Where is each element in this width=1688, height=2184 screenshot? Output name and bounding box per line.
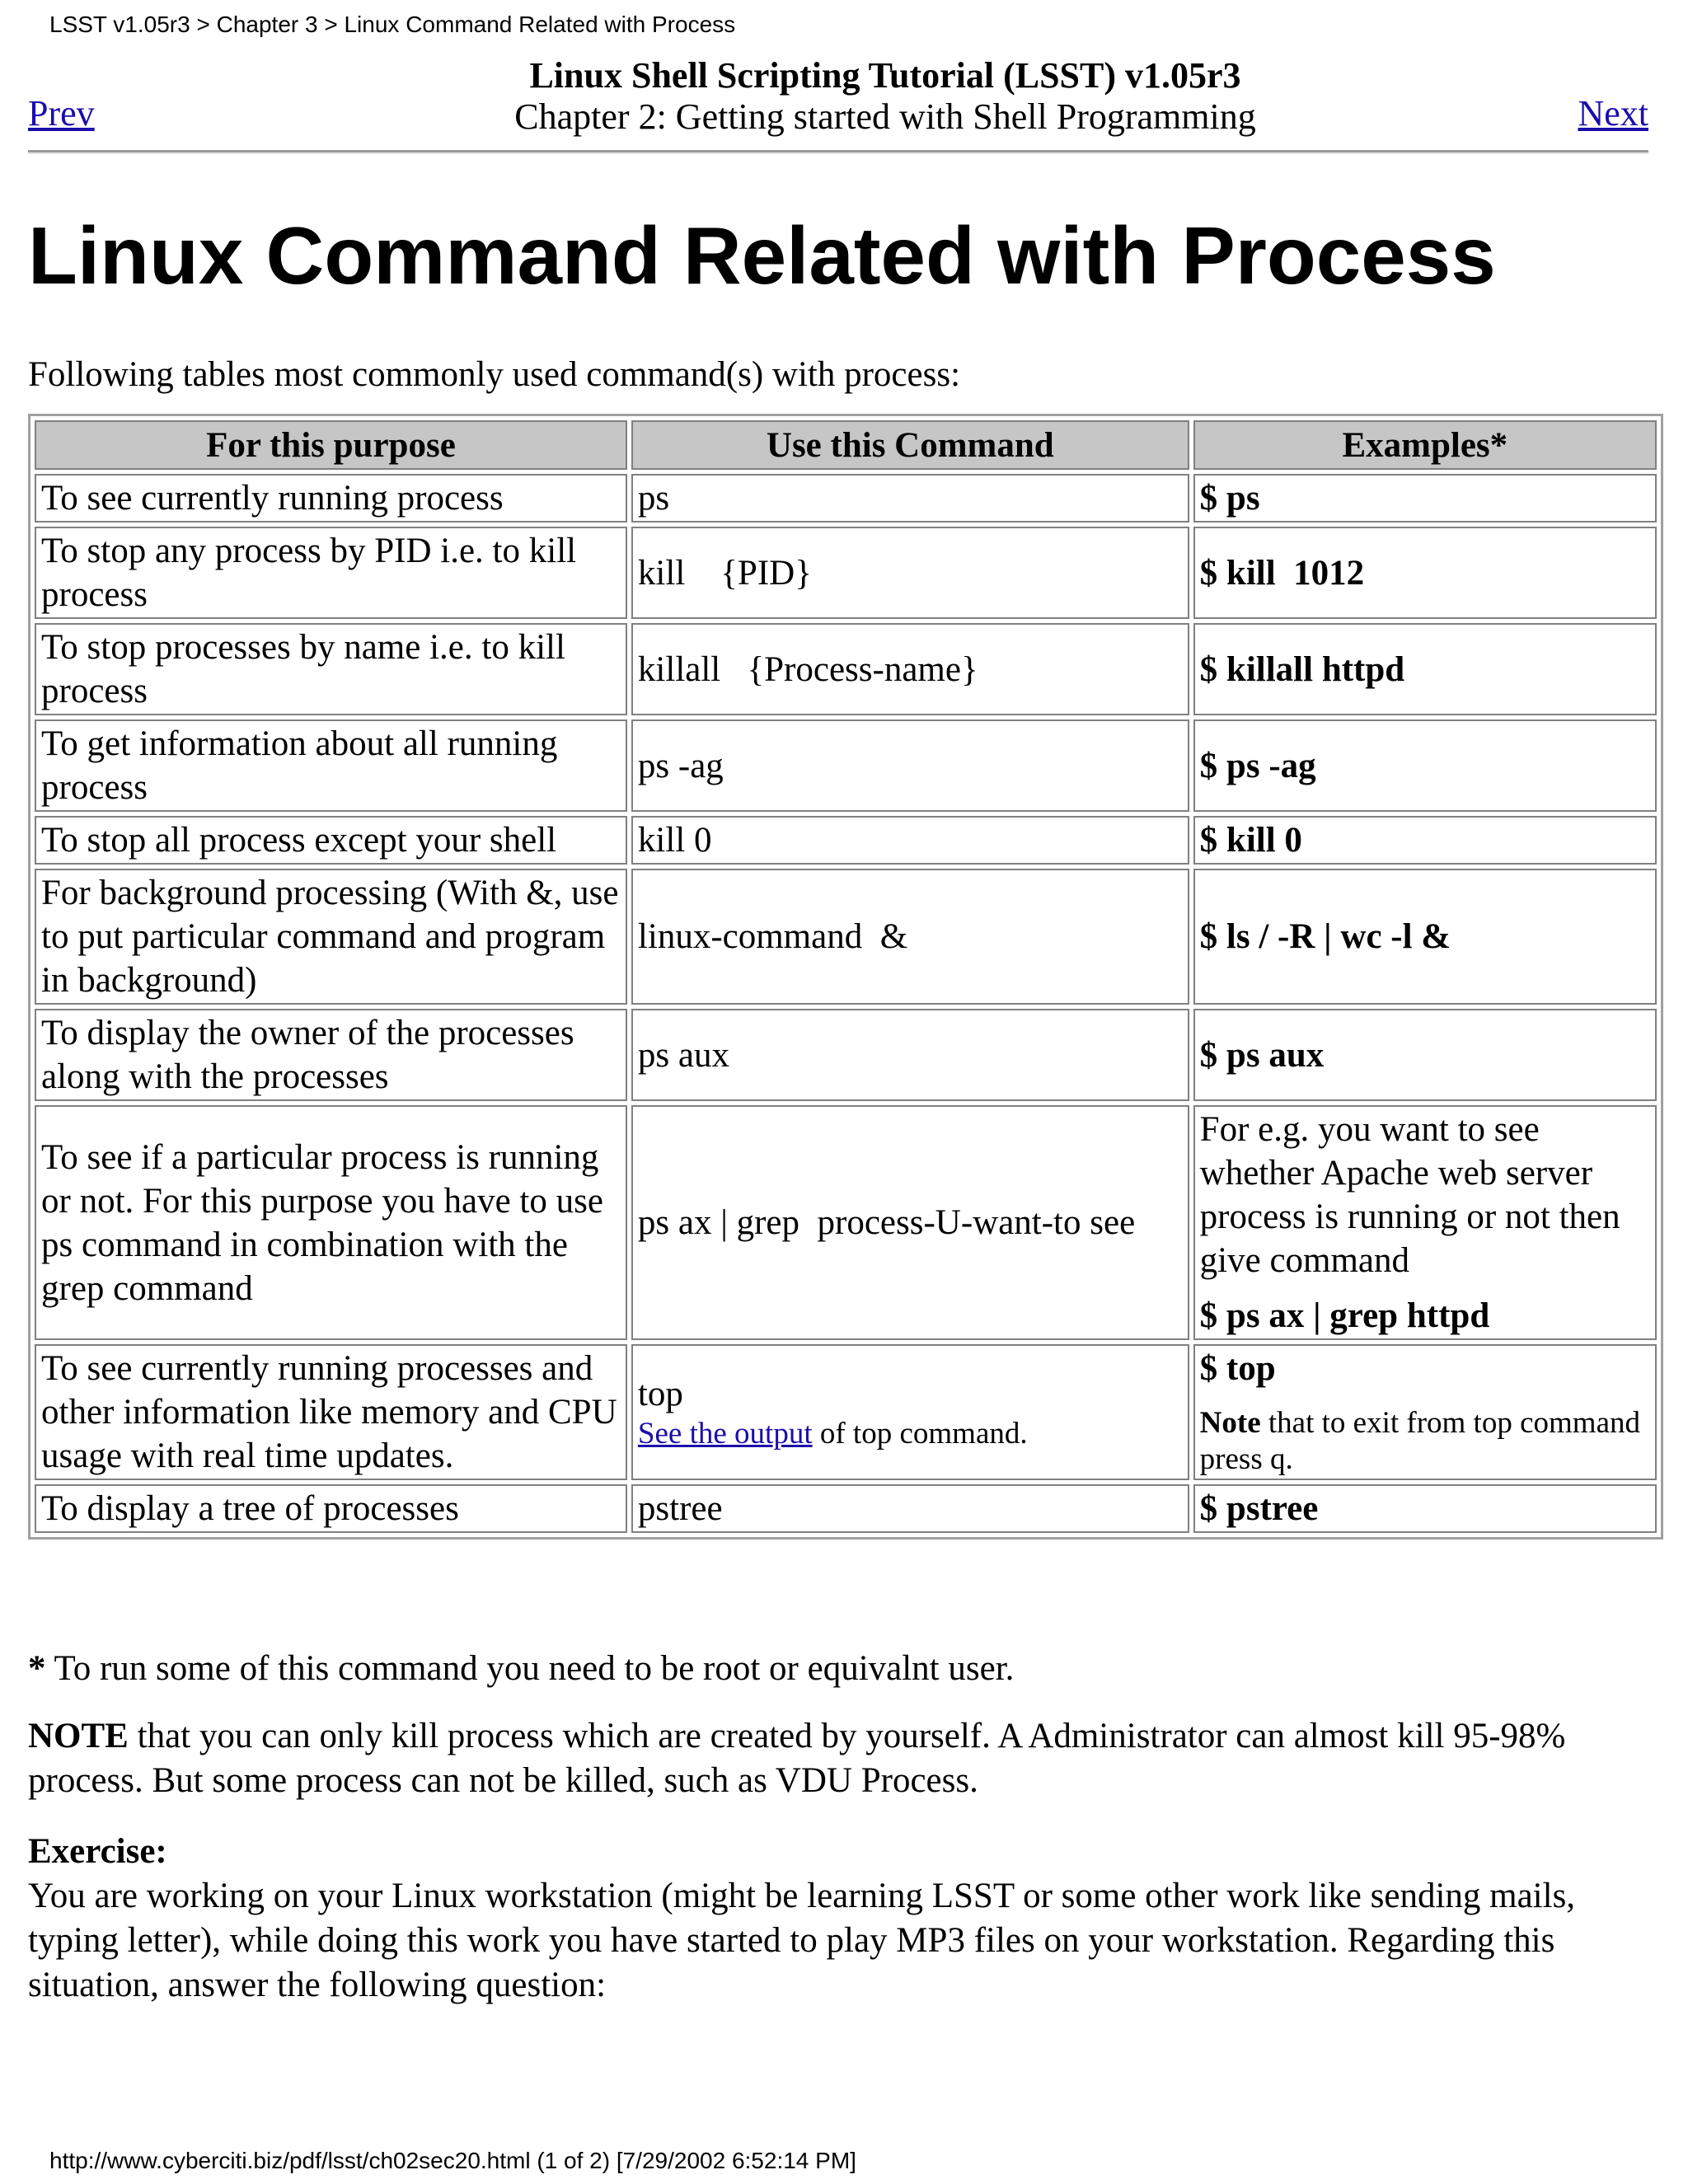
- command-cell: ps: [631, 474, 1189, 523]
- example-command: $ ps ax | grep httpd: [1199, 1296, 1490, 1335]
- command-cell: ps -ag: [631, 719, 1189, 812]
- note-text: that to exit from top command press q.: [1199, 1406, 1640, 1476]
- note-text: that you can only kill process which are created by yourself. A Administrator can almost kill 95-98% process. But some process can not be killed, such as VDU Process.: [28, 1717, 1566, 1800]
- example-cell: $ kill 1012: [1193, 527, 1657, 619]
- intro-text: Following tables most commonly used command(s) with process:: [28, 355, 961, 394]
- note-label: NOTE: [28, 1717, 129, 1755]
- purpose-cell: To see if a particular process is running or not. For this purpose you have to use ps command in combination with the grep command: [35, 1105, 627, 1340]
- command-cell: kill 0: [631, 816, 1189, 865]
- example-command: $ top: [1199, 1349, 1276, 1388]
- command-cell: ps aux: [631, 1009, 1189, 1101]
- table-row: [35, 719, 1657, 812]
- notes-section: [28, 1647, 1652, 2008]
- book-title: Linux Shell Scripting Tutorial (LSST) v1.05r3: [529, 55, 1241, 96]
- column-header-examples: Examples*: [1193, 420, 1657, 470]
- chapter-title: Chapter 2: Getting started with Shell Programming: [514, 96, 1256, 137]
- see-output-link[interactable]: See the output: [637, 1417, 813, 1451]
- page-title: Linux Command Related with Process: [28, 210, 1496, 301]
- purpose-cell: To see currently running processes and other information like memory and CPU usage with real time updates.: [35, 1344, 627, 1480]
- purpose-cell: To get information about all running process: [35, 719, 627, 812]
- example-description: For e.g. you want to see whether Apache web server process is running or not then give command: [1199, 1110, 1620, 1280]
- example-cell: [1193, 1105, 1657, 1340]
- see-output-line: [638, 1416, 1183, 1452]
- purpose-cell: To display a tree of processes: [35, 1484, 627, 1533]
- purpose-cell: To stop all process except your shell: [35, 816, 627, 865]
- navigation-bar: [28, 54, 1648, 143]
- note-label: Note: [1199, 1406, 1261, 1440]
- see-output-suffix: of top command.: [812, 1417, 1028, 1451]
- example-cell: $ ls / -R | wc -l &: [1193, 869, 1657, 1005]
- example-cell: $ kill 0: [1193, 816, 1657, 865]
- table-row: [35, 1484, 1657, 1533]
- purpose-cell: To display the owner of the processes along with the processes: [35, 1009, 627, 1101]
- command-cell: killall {Process-name}: [631, 623, 1189, 715]
- process-command-table: [28, 414, 1663, 1540]
- command-cell: ps ax | grep process-U-want-to see: [631, 1105, 1189, 1340]
- example-cell: $ pstree: [1193, 1484, 1657, 1533]
- example-note: [1200, 1405, 1650, 1478]
- table-row: [35, 1009, 1657, 1101]
- example-cell: $ ps -ag: [1193, 719, 1657, 812]
- column-header-purpose: For this purpose: [35, 420, 627, 470]
- purpose-cell: To stop processes by name i.e. to kill process: [35, 623, 627, 715]
- example-cell: $ ps: [1193, 474, 1657, 523]
- footer-url: http://www.cyberciti.biz/pdf/lsst/ch02sec20.html (1 of 2) [7/29/2002 6:52:14 PM]: [49, 2148, 856, 2173]
- table-row: [35, 1105, 1657, 1340]
- nav-divider: [28, 150, 1648, 154]
- table-row: [35, 527, 1657, 619]
- example-cell: $ ps aux: [1193, 1009, 1657, 1101]
- command-cell: [631, 1344, 1189, 1480]
- exercise-heading: [28, 1830, 1652, 1874]
- footnote-text: To run some of this command you need to be root or equivalnt user.: [45, 1649, 1015, 1688]
- table-header-row: [35, 420, 1657, 470]
- command-cell: pstree: [631, 1484, 1189, 1533]
- command-text: top: [637, 1375, 683, 1413]
- table-row: [35, 869, 1657, 1005]
- table-row: [35, 1344, 1657, 1480]
- table-row: [35, 474, 1657, 523]
- command-cell: linux-command &: [631, 869, 1189, 1005]
- example-cell: [1193, 1344, 1657, 1480]
- table-row: [35, 816, 1657, 865]
- purpose-cell: For background processing (With &, use to put particular command and program in background): [35, 869, 627, 1005]
- column-header-command: Use this Command: [631, 420, 1189, 470]
- next-link[interactable]: Next: [1578, 93, 1648, 134]
- command-cell: kill {PID}: [631, 527, 1189, 619]
- footnote: [28, 1647, 1652, 1691]
- purpose-cell: To see currently running process: [35, 474, 627, 523]
- example-cell: $ killall httpd: [1193, 623, 1657, 715]
- prev-link[interactable]: Prev: [28, 93, 95, 134]
- purpose-cell: To stop any process by PID i.e. to kill process: [35, 527, 627, 619]
- table-row: [35, 623, 1657, 715]
- exercise-text: You are working on your Linux workstation (might be learning LSST or some other work like sending mails, typing letter), while doing this work you have started to play MP3 files on your workstation. Regarding this situation, answer the following question:: [28, 1877, 1576, 2004]
- running-header: LSST v1.05r3 > Chapter 3 > Linux Command Related with Process: [49, 12, 736, 37]
- footnote-marker: *: [28, 1649, 46, 1688]
- exercise-heading-text: Exercise:: [28, 1832, 167, 1871]
- admin-note: [28, 1714, 1652, 1803]
